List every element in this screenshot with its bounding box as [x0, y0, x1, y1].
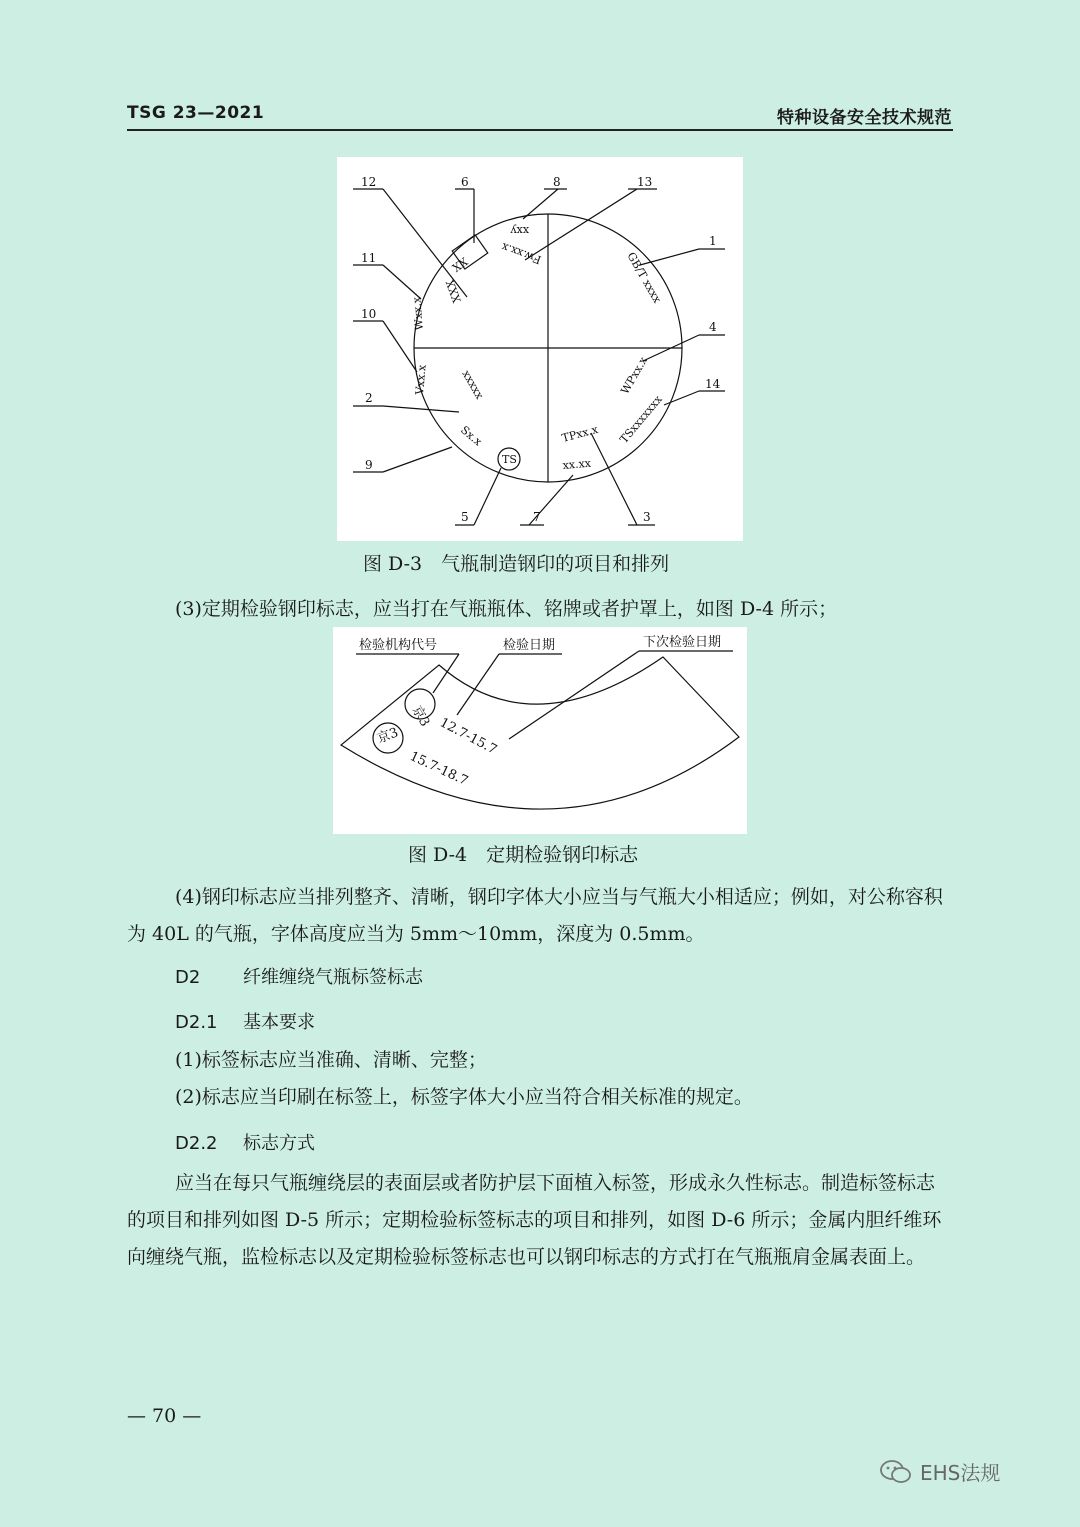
callout-13: 13 — [637, 175, 653, 189]
heading-d2-2-title: 标志方式 — [243, 1133, 315, 1154]
callout-5: 5 — [461, 510, 469, 524]
heading-d2-1 — [175, 1008, 315, 1034]
callout-9: 9 — [365, 458, 373, 472]
heading-d2-2 — [175, 1129, 315, 1155]
stamp-ts: TS — [502, 453, 517, 466]
stamp-date: xx.xx — [562, 456, 592, 472]
requirement-2: (2)标志应当印刷在标签上，标签字体大小应当符合相关标准的规定。 — [175, 1086, 753, 1108]
stamp-fw: Fw.xx.x — [499, 240, 544, 267]
callout-2: 2 — [365, 391, 373, 405]
figure-d3-caption: 图 D-3 气瓶制造钢印的项目和排列 — [363, 553, 670, 575]
stamp-tp: TPxx.x — [560, 422, 600, 445]
label-agency-code: 检验机构代号 — [359, 638, 438, 653]
callout-6: 6 — [461, 175, 469, 189]
heading-d2-2-number: D2.2 — [175, 1133, 218, 1154]
stamp-v: Vxx.x — [413, 364, 429, 396]
watermark — [880, 1457, 1000, 1486]
header-standard-code: TSG 23—2021 — [127, 103, 265, 123]
paragraph-4: (4)钢印标志应当排列整齐、清晰，钢印字体大小应当与气瓶大小相适应；例如，对公称容积为 40L 的气瓶，字体高度应当为 5mm～10mm，深度为 0.5mm。 — [127, 886, 943, 945]
page-number: — 70 — — [127, 1405, 202, 1427]
heading-d2 — [175, 963, 423, 989]
heading-d2-title: 纤维缠绕气瓶标签标志 — [243, 967, 423, 988]
stamp-xxxxx: xxxxx — [459, 368, 487, 402]
figure-d4-diagram — [333, 627, 747, 834]
figure-d3-diagram — [337, 157, 743, 541]
stamp-sx: Sx.x — [458, 423, 485, 449]
figure-d3 — [337, 157, 743, 541]
callout-14: 14 — [705, 377, 721, 391]
heading-d2-number: D2 — [175, 967, 201, 988]
stamp-agency-1: 京3 — [408, 703, 433, 730]
stamp-gbt: GB/T xxxx — [624, 250, 664, 306]
stamp-xx: XX — [449, 254, 470, 275]
stamp-xxx: XXX — [443, 277, 464, 305]
heading-d2-1-title: 基本要求 — [243, 1012, 315, 1033]
stamp-date-1: 12.7-15.7 — [437, 715, 500, 758]
figure-d4-caption: 图 D-4 定期检验钢印标志 — [408, 844, 639, 866]
paragraph-3: (3)定期检验钢印标志，应当打在气瓶瓶体、铭牌或者护罩上，如图 D-4 所示； — [175, 598, 838, 620]
heading-d2-1-number: D2.1 — [175, 1012, 218, 1033]
callout-7: 7 — [533, 510, 541, 524]
wechat-icon — [880, 1459, 912, 1485]
header-title: 特种设备安全技术规范 — [777, 108, 952, 128]
paragraph-method: 应当在每只气瓶缠绕层的表面层或者防护层下面植入标签，形成永久性标志。制造标签标志的项目和排列如图 D-5 所示；定期检验标签标志的项目和排列，如图 D-6 所示；金属内胆纤维环向缠绕气瓶，监检标志以及定期检验标签标志也可以钢印标志的方式打在气瓶瓶肩金属表面上。 — [127, 1172, 942, 1268]
label-next-date: 下次检验日期 — [643, 635, 722, 650]
callout-4: 4 — [709, 320, 717, 334]
header-rule — [127, 129, 953, 131]
stamp-date-2: 15.7-18.7 — [407, 749, 471, 789]
stamp-agency-2: 京3 — [375, 725, 401, 747]
callout-12: 12 — [361, 175, 377, 189]
stamp-ts-code: TSxxxxxxx — [617, 392, 665, 446]
stamp-xxy: xxy — [510, 224, 529, 237]
callout-8: 8 — [553, 175, 561, 189]
callout-10: 10 — [361, 307, 377, 321]
label-inspection-date: 检验日期 — [503, 638, 556, 653]
requirement-1: (1)标签标志应当准确、清晰、完整； — [175, 1049, 487, 1071]
callout-1: 1 — [709, 234, 717, 248]
watermark-text: EHS法规 — [920, 1461, 1001, 1485]
callout-11: 11 — [361, 251, 377, 265]
callout-3: 3 — [643, 510, 651, 524]
stamp-w: Wxx.x — [410, 296, 426, 331]
stamp-wp: WPxx.x — [618, 354, 651, 397]
figure-d4 — [333, 627, 747, 834]
